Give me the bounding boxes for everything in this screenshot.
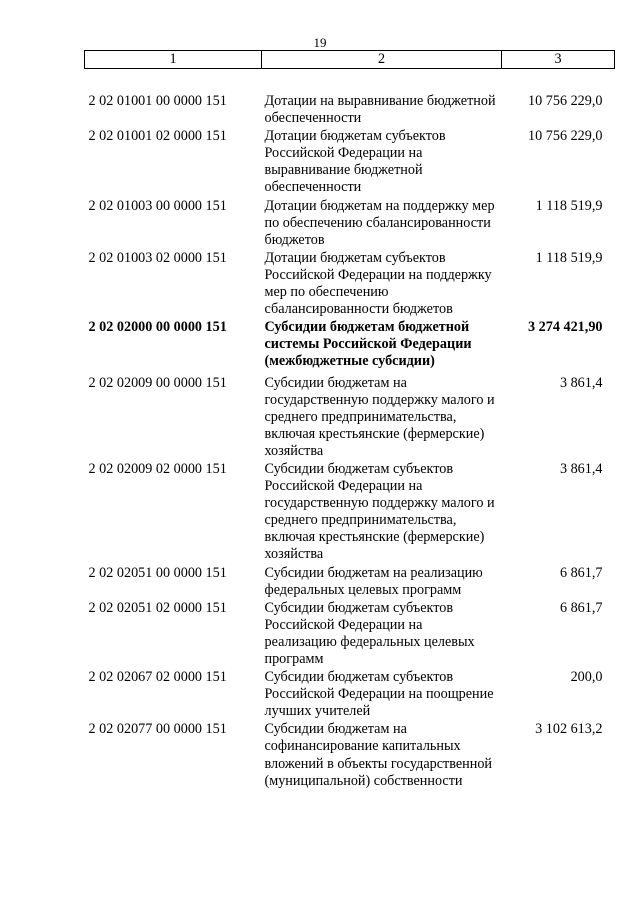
- row-amount: 1 118 519,9: [535, 249, 603, 266]
- page-number: 19: [313, 35, 327, 50]
- table-row: [85, 720, 615, 789]
- row-description: Дотации бюджетам субъектов Российской Федерации на поддержку мер по обеспечению сбалансированности бюджетов: [264, 249, 492, 318]
- row-description: Дотации бюджетам на поддержку мер по обеспечению сбалансированности бюджетов: [264, 197, 495, 248]
- table-row: [85, 460, 615, 564]
- row-code: 2 02 02051 02 0000 151: [88, 599, 227, 616]
- row-description: Субсидии бюджетам субъектов Российской Федерации на поощрение лучших учителей: [264, 669, 494, 720]
- column-header-amount: 3: [502, 51, 615, 69]
- row-amount: 3 102 613,2: [535, 721, 603, 738]
- row-amount: 3 274 421,90: [528, 319, 603, 336]
- row-code: 2 02 02051 00 0000 151: [88, 564, 227, 581]
- table-row-subtotal: [85, 318, 615, 370]
- row-description: Субсидии бюджетам на государственную поддержку малого и среднего предпринимательства, включая крестьянские (фермерские) хозяйства: [264, 374, 495, 459]
- row-amount: 3 861,4: [559, 374, 603, 391]
- row-amount: 200,0: [570, 669, 603, 686]
- table-row: [85, 668, 615, 720]
- row-description: Субсидии бюджетам на софинансирование капитальных вложений в объекты государственной (муниципальной) собственности: [264, 721, 493, 789]
- row-description: Субсидии бюджетам на реализацию федеральных целевых программ: [264, 564, 483, 598]
- table-row: [85, 599, 615, 668]
- row-description: Субсидии бюджетам субъектов Российской Федерации на реализацию федеральных целевых программ: [264, 599, 475, 667]
- row-code: 2 02 01003 00 0000 151: [88, 197, 227, 214]
- row-code: 2 02 02067 02 0000 151: [88, 669, 227, 686]
- table-row: [85, 197, 615, 249]
- row-amount: 3 861,4: [559, 460, 603, 477]
- table-row: [85, 249, 615, 318]
- row-code: 2 02 01001 00 0000 151: [88, 93, 227, 109]
- column-header-description: 2: [262, 51, 502, 69]
- row-code: 2 02 02009 00 0000 151: [88, 374, 227, 391]
- column-header-code: 1: [85, 51, 262, 69]
- table-row: [85, 127, 615, 196]
- row-amount: 1 118 519,9: [535, 197, 603, 214]
- row-code: 2 02 01001 02 0000 151: [88, 128, 227, 145]
- row-code: 2 02 02009 02 0000 151: [88, 460, 227, 477]
- row-description: Субсидии бюджетам субъектов Российской Федерации на государственную поддержку малого и среднего предпринимательства, включая крестьянские (фермерские) хозяйства: [264, 460, 495, 563]
- row-amount: 10 756 229,0: [528, 93, 603, 109]
- row-code: 2 02 01003 02 0000 151: [88, 249, 227, 266]
- row-code: 2 02 02000 00 0000 151: [88, 319, 227, 336]
- table-row: [85, 564, 615, 599]
- row-amount: 10 756 229,0: [528, 128, 603, 145]
- row-description: Дотации бюджетам субъектов Российской Федерации на выравнивание бюджетной обеспеченности: [264, 128, 446, 196]
- table-row: [85, 69, 615, 128]
- row-amount: 6 861,7: [559, 564, 603, 581]
- table-row: [85, 371, 615, 460]
- row-description: Дотации на выравнивание бюджетной обеспеченности: [264, 93, 496, 127]
- row-description: Субсидии бюджетам бюджетной системы Российской Федерации (межбюджетные субсидии): [264, 319, 472, 370]
- budget-revenue-table: [84, 50, 615, 790]
- table-header-row: [85, 51, 615, 69]
- row-code: 2 02 02077 00 0000 151: [88, 721, 227, 738]
- row-amount: 6 861,7: [559, 599, 603, 616]
